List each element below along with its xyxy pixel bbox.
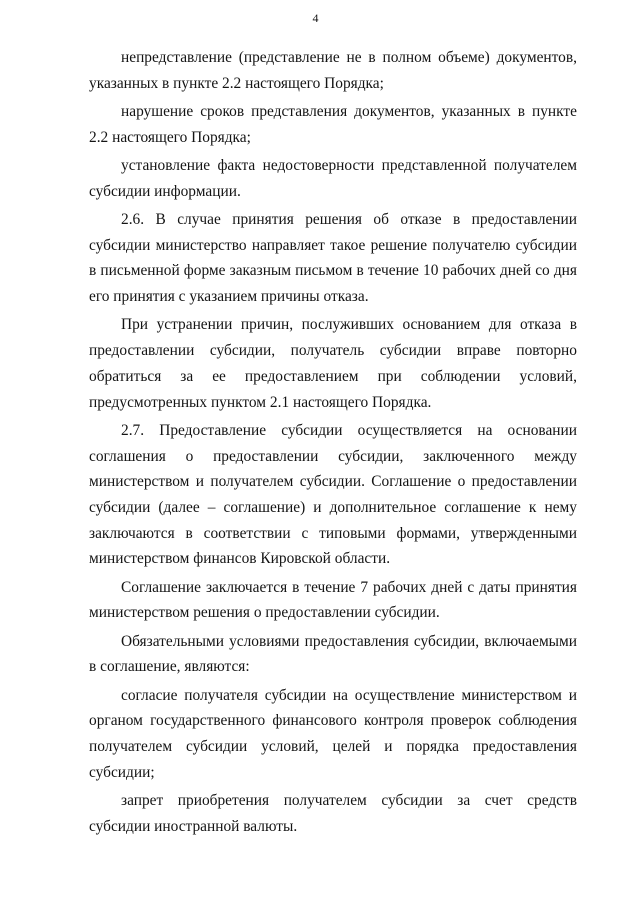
- page-number: 4: [312, 11, 319, 25]
- paragraph-3: установление факта недостоверности представленной получателем субсидии информации.: [89, 157, 577, 200]
- paragraph-1: непредставление (представление не в полном объеме) документов, указанных в пункте 2.2 настоящего Порядка;: [89, 49, 577, 92]
- paragraph-7: Соглашение заключается в течение 7 рабочих дней с даты принятия министерством решения о предоставлении субсидии.: [89, 578, 577, 622]
- paragraph-10: запрет приобретения получателем субсидии за счет средств субсидии иностранной валюты.: [89, 792, 577, 835]
- paragraph-4: 2.6. В случае принятия решения об отказе в предоставлении субсидии министерство направляет такое решение получателю субсидии в письменной форме заказным письмом в течение 10 рабочих дней со дня его принятия с указанием причины отказа.: [89, 211, 577, 306]
- paragraph-9: согласие получателя субсидии на осуществление министерством и органом государственного финансового контроля проверок соблюдения получателем субсидии условий, целей и порядка предоставления субсидии;: [89, 686, 577, 781]
- paragraph-6: 2.7. Предоставление субсидии осуществляется на основании соглашения о предоставлении субсидии, заключенного между министерством и получателем субсидии. Соглашение о предоставлении субсидии (далее – соглашение) и дополнительное соглашение к нему заключаются в соответствии с типовыми формами, утвержденными министерством финансов Кировской области.: [89, 421, 577, 568]
- paragraph-8: Обязательными условиями предоставления субсидии, включаемыми в соглашение, являются:: [89, 632, 577, 676]
- paragraph-2: нарушение сроков представления документов, указанных в пункте 2.2 настоящего Порядка;: [89, 103, 577, 146]
- paragraph-5: При устранении причин, послуживших основанием для отказа в предоставлении субсидии, получатель субсидии вправе повторно обратиться за ее предоставлением при соблюдении условий, предусмотренных пунктом 2.1 настоящего Порядка.: [89, 316, 577, 411]
- document-body: [89, 45, 577, 842]
